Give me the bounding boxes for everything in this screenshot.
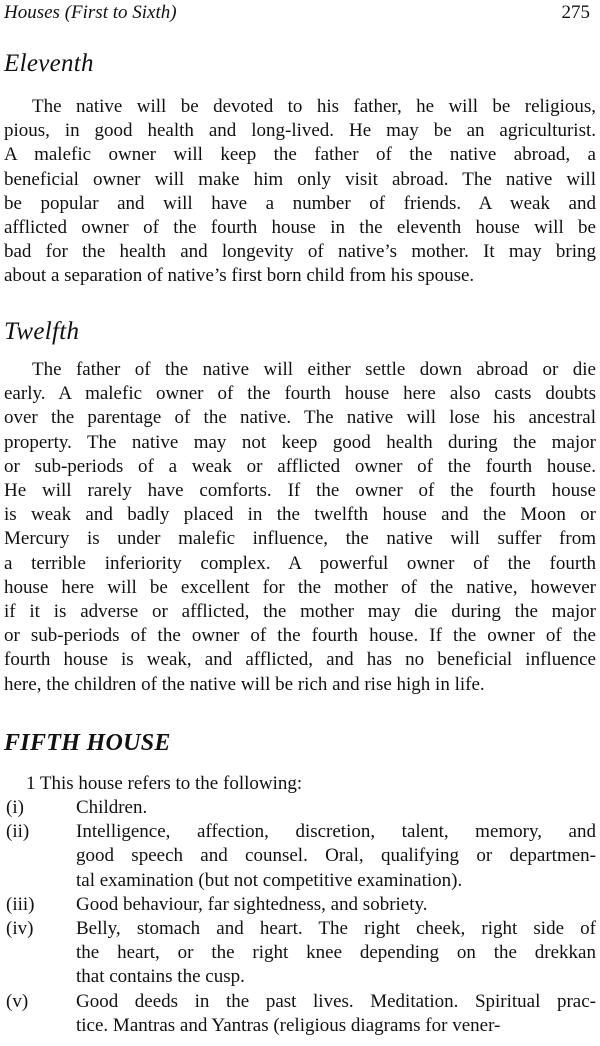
text-line: Intelligence, affection, discretion, talent, memory, and	[76, 821, 596, 843]
list-item	[4, 917, 596, 990]
list-item-text	[76, 796, 596, 820]
text-line: Belly, stomach and heart. The right cheek, right side of	[76, 918, 596, 940]
running-title: Houses (First to Sixth)	[4, 2, 177, 23]
text-line: or sub-periods of the owner of the fourth house. If the owner of the	[4, 625, 596, 647]
text-line: is weak and badly placed in the twelfth house and the Moon or	[4, 504, 596, 526]
list-item	[4, 990, 596, 1038]
text-line: about a separation of native’s first born child from his spouse.	[4, 265, 475, 287]
list-item	[4, 820, 596, 893]
text-line: the heart, or the right knee depending on the drekkan	[76, 942, 596, 964]
text-line: be popular and will have a number of friends. A weak and	[4, 192, 596, 214]
list-item-text	[76, 990, 596, 1038]
text-line: Mercury is under malefic influence, the native will suffer from	[4, 528, 596, 550]
text-line: tal examination (but not competitive examination).	[76, 869, 463, 891]
text-line: or sub-periods of a weak or afflicted owner of the fourth house.	[4, 455, 596, 477]
text-line: afflicted owner of the fourth house in the eleventh house will be	[4, 217, 596, 239]
list-item	[4, 893, 596, 917]
list-item-number: (iv)	[6, 918, 34, 940]
text-line: The native will be devoted to his father, he will be religious,	[32, 96, 596, 117]
text-line: fourth house is weak, and afflicted, and has no beneficial influence	[4, 649, 596, 671]
list-item-text	[76, 893, 596, 917]
heading-twelfth: Twelfth	[4, 318, 80, 345]
list-item-number: (i)	[6, 797, 24, 818]
text-line: bad for the health and longevity of native’s mother. It may bring	[4, 241, 596, 263]
paragraph-eleventh	[4, 95, 596, 289]
page-number: 275	[561, 2, 590, 23]
text-line: if it is adverse or afflicted, the mother may die during the major	[4, 601, 596, 623]
list-item-number: (ii)	[6, 821, 30, 843]
text-line: tice. Mantras and Yantras (religious diagrams for vener-	[76, 1014, 501, 1036]
list-item	[4, 796, 596, 820]
text-line: pious, in good health and long-lived. He may be an agriculturist.	[4, 120, 596, 142]
text-line: a terrible inferiority complex. A powerful owner of the fourth	[4, 552, 596, 574]
text-line: early. A malefic owner of the fourth house here also casts doubts	[4, 383, 596, 405]
list-intro: 1 This house refers to the following:	[26, 773, 303, 794]
text-line: good speech and counsel. Oral, qualifying or departmen-	[76, 845, 596, 867]
text-line: He will rarely have comforts. If the owner of the fourth house	[4, 480, 596, 502]
text-line: Good deeds in the past lives. Meditation. Spiritual prac-	[76, 990, 596, 1012]
list-item-number: (iii)	[6, 893, 35, 915]
running-header	[4, 2, 590, 28]
text-line: that contains the cusp.	[76, 966, 245, 988]
list-item-text	[76, 917, 596, 990]
text-line: over the parentage of the native. The native will lose his ancestral	[4, 407, 596, 429]
text-line: Good behaviour, far sightedness, and sobriety.	[76, 893, 428, 915]
text-line: The father of the native will either settle down abroad or die	[32, 359, 596, 380]
text-line: A malefic owner will keep the father of the native abroad, a	[4, 144, 596, 166]
paragraph-twelfth	[4, 358, 596, 697]
heading-fifth-house: FIFTH HOUSE	[4, 730, 171, 756]
list-item-number: (v)	[6, 990, 29, 1012]
text-line: beneficial owner will make him only visit abroad. The native will	[4, 168, 596, 190]
text-line: Children.	[76, 797, 148, 818]
text-line: property. The native may not keep good health during the major	[4, 431, 596, 453]
text-line: house here will be excellent for the mother of the native, however	[4, 576, 596, 598]
list-item-text	[76, 820, 596, 893]
text-line: here, the children of the native will be rich and rise high in life.	[4, 673, 485, 695]
heading-eleventh: Eleventh	[4, 50, 94, 77]
fifth-house-list	[4, 796, 596, 1038]
